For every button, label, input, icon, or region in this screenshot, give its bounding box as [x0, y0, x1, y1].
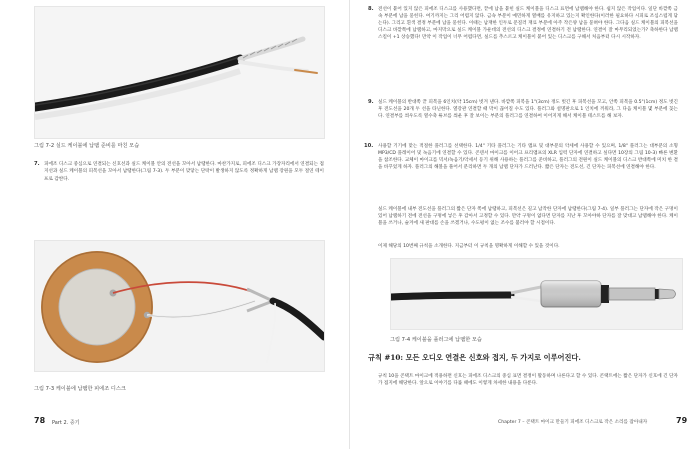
step-8-number: 8. — [368, 6, 374, 12]
rule-10-text: 규칙 10을 콘택트 마이크에 적용하면 신호는 피에조 디스크의 중심 표면 결정이 활동하며 나른다고 할 수 있다. 콘택트에는 짧은 단자가 신호에 긴 단자가 접지에 해당한다. 앞으로 이야기를 다룰 때에도 이렇게 차세한 내용을 다룬다. — [378, 374, 678, 387]
right-footer-chapter: Chapter 7 – 콘택트 마이크 만들기 피에조 디스크로 작은 소리를 잡아내자 — [498, 420, 648, 425]
step-10-number: 10. — [364, 143, 374, 149]
plug-cable-illustration — [391, 259, 682, 329]
step-9-text: 실드 케이블의 반대쪽 끝 피복을 6인치(약 15cm) 벗겨 낸다. 바깥쪽 피복을 1"(3cm) 정도 벗긴 후 피복선을 꼬고, 안쪽 피복을 0.5"(1cm) 정도 벗긴 후 전도선을 20개 두 선을 타닌한다. 열강관 연결할 때 막이 끊어질 수도 있다. 플러그와 설명판으로 1 인치에 끼워라, 그 다음 케이블 몇 부분에 꽂는다. 연결부를 씌우도록 열수축 튜브를 씌운 후 잘 보이는 부분의 플러그를 연결하여 이어지게 해서 케이블 테스트를 해 보자. — [378, 100, 678, 119]
figure-7-3-caption: 그림 7-3 케이블에 납땜한 피에조 디스크 — [34, 386, 126, 392]
figure-7-4-caption: 그림 7-4 케이블을 플러그에 납땜한 모습 — [390, 337, 482, 343]
step-7-text: 피에조 디스크 중심으로 연결되는 신호선과 실드 케이블 안의 전선을 꼬아서 납땜한다. 마찬가지로, 피에조 디스크 가장자리에서 연결되는 접지선과 실드 케이블의 피복선을 꼬아서 납땜한다(그림 7-3). 두 부분이 맞닿는 단락이 발생하지 않도록 정확하게 납땜 장원을 모두 절연 테이프로 감싼다. — [44, 162, 324, 182]
figure-7-2-photo — [34, 6, 325, 139]
figure-7-4-photo — [390, 258, 683, 330]
left-footer-part: Part 2. 증기 — [52, 420, 80, 426]
shielded-cable-illustration — [35, 7, 324, 138]
right-page-number: 79 — [676, 416, 688, 425]
step-10-text: 사용할 기기에 맞는 적절한 플러그를 선택한다. 1/4" 기타 플러그는 기타 앰프 및 대부분의 악세에 사용할 수 있으며, 1/8" 플러그는 대부분의 소형 MP3/CD 플레이어 및 녹음기에 연결할 수 있다. 콘덴서 마이크를 이어크 프리앰프의 XLR 입력 단자에 연결하고 싶다면 10장의 그림 10-3) 빠른 변환을 참조한다. 교체이 마이크를 믹서/녹음기/악세서 등기 위해 사용하는 플러그를 준비하고, 플러그의 전원이 실드 케이블의 디스크 반대쪽에 미치 한 결을 바꾸었게 하자. 플러그의 해볼을 풀어서 분리하면 두 개의 납땜 단자가 드러난다. 짧은 단자는 전도선, 긴 단자는 피복선에 연결해야 한다. — [378, 144, 678, 170]
figure-7-3-photo — [34, 240, 325, 372]
piezo-disk-illustration — [35, 241, 324, 371]
step-10-solder-text: 실드 케이블에 내부 전도선을 플러그의 짧은 단자 쪽에 납땜하고, 피복선은 길고 납작한 단자에 납땜한다(그림 7-4). 일부 플러그는 단자에 작은 구멍이 있어 납땜하기 전에 전선을 구멍에 넣은 후 감아서 고정할 수 있다. 만약 구멍이 없다면 단자를 지난 후 꼬아야하 단자를 잘 맞대고 납땜해야 한다. 케이블을 쓰거나, 슬겨에 새 판대를 손을 쓰겠거나, 수도평이 없는 조수를 불러야 할 시점이다. — [378, 207, 678, 226]
step-8-text: 전선이 붙어 있지 않은 피에조 디스크를 사용했다면, 끝에 납을 붙힌 실드 케이블을 디스크 표면에 납땜해야 한다. 쉽지 않은 작업이다. 일단 바깥쪽 금속 부분에 납을 묻힌다. 여기까지는 그리 어렵지 않다. 금속 부분이 예민하게 열배를 유지하고 있는지 확인한다(이러한 필요하다 시피로 조심스럽게 닦는다). 그리고 흰색 결정 부분에 납을 묻힌다. 이때는 납재한 인두로 문질러 재료 부분에 아주 작은양 납을 묻혀야 한다. 그다음 실드 케이블의 피복선을 디스크 바깥쪽에 납땜하고, 마지막으로 실드 케이블 가운데의 전선의 디스크 결정에 연결하기 전 납땜한다. 연결이 잘 마무리되었는가? 축하한다 납땜 스킬이 +1 상승했다! 만약 이 작업이 너무 어렵다면, 실드를 추스르고 케이블이 붙어 있는 디스크를 구해서 처음부터 다시 시작하자. — [378, 7, 678, 40]
step-9-number: 9. — [368, 99, 374, 105]
rule-10-title: 규칙 #10: 모든 오디오 연결은 신호와 접지, 두 가지로 이루어진다. — [368, 353, 581, 362]
figure-7-2-caption: 그림 7-2 실드 케이블에 납땜 준비를 마친 모습 — [34, 143, 140, 149]
step-7-number: 7. — [34, 161, 40, 167]
left-page-number: 78 — [34, 416, 46, 425]
step-10-rule-intro: 이제 해당의 10번째 규칙을 소개한다. 지금부터 이 규칙을 명확하게 이해할 수 있을 것이다. — [378, 244, 560, 249]
right-page — [350, 0, 700, 449]
